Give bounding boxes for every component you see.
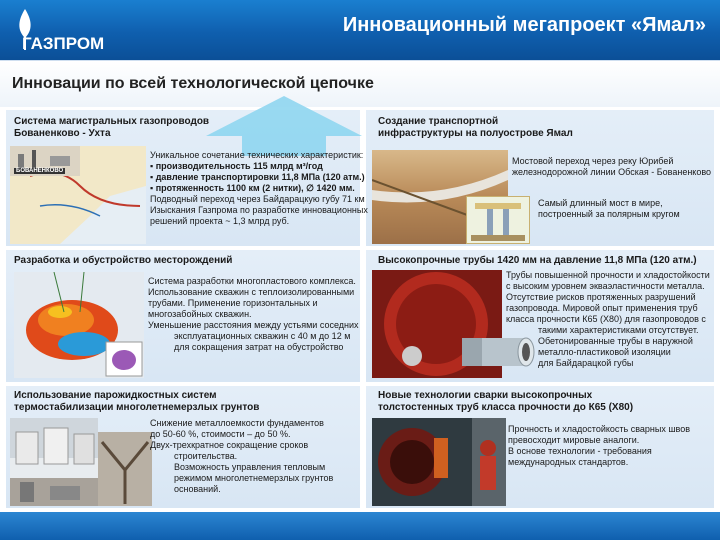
transport-title: Создание транспортной инфраструктуры на полуострове Ямал [378, 116, 573, 139]
fields-title: Разработка и обустройство месторождений [14, 255, 233, 266]
fields-text: Система разработки многопластового комплекса. Использование скважин с теплоизолированными трубами. Применение горизонтальных и многозабойных скважин. Уменьшение расстояния между устьями соседних эксплуатационных скважин с 40 м до 12 м для сокращения затрат на обустройство [148, 276, 359, 352]
tanks-photo [10, 418, 98, 478]
pipeline-map-image [10, 146, 146, 244]
gazprom-logo [8, 6, 128, 56]
construction-photo [10, 478, 98, 506]
slide-title: Инновационный мегапроект «Ямал» [342, 14, 706, 36]
welder-photo [472, 418, 506, 506]
pipes-text: Трубы повышенной прочности и хладостойкости с высоким уровнем экваэластичности металла. Отсутствие рисков протяженных разрушений газопровода. Мировой опыт применения труб класса прочности К65 (Х80) для газопроводов с такими характеристиками отсутствует. Обетонированные трубы в наружной металло-пластиковой изоляции для Байдарацкой губы [506, 270, 710, 368]
welding-text: Прочность и хладостойкость сварных швов превосходит мировые аналоги. В основе технологии - требования международных стандартов. [508, 424, 691, 467]
pipelines-title: Система магистральных газопроводов Бованенково - Ухта [14, 116, 210, 139]
thermo-text: Снижение металлоемкости фундаментов до 50-60 %, стоимости – до 50 %. Двух-трехкратное сокращение сроков строительства. Возможность управления тепловым режимом многолетнемерзлых грунтов оснований. [150, 418, 334, 494]
subheader-title: Инновации по всей технологической цепочке [12, 75, 374, 92]
thermo-stabilizer-photo [98, 432, 152, 506]
bridge-scheme-image [466, 196, 530, 244]
arrow-up-icon [206, 96, 362, 156]
transport-caption-1: Мостовой переход через реку Юрибей железнодорожной линии Обская - Бованенково [512, 156, 712, 177]
header-bar [0, 0, 720, 60]
footer-bar [0, 512, 720, 540]
reservoir-model-image [14, 272, 144, 378]
pipelines-text: Уникальное сочетание технических характеристик: ▪ производительность 115 млрд м³/год ▪ давление транспортировки 11,8 МПа (120 атм.) ▪ протяженность 1100 км (2 нитки), ∅ 1420 мм. Подводный переход через Байдарацкую губу 71 км Изыскания Газпрома по разработке инновационных решений проекта ~ 1,3 млрд руб. [150, 150, 368, 226]
transport-caption-2: Самый длинный мост в мире, построенный за полярным кругом [538, 198, 680, 219]
welding-photo [372, 418, 472, 506]
pipes-title: Высокопрочные трубы 1420 мм на давление 11,8 МПа (120 атм.) [378, 255, 697, 266]
map-label-bovanenkovo: БОВАНЕНКОВО [16, 168, 64, 174]
logo-text: ГАЗПРОМ [22, 34, 105, 53]
welding-title: Новые технологии сварки высокопрочных толстостенных труб класса прочности до К65 (Х80) [378, 390, 634, 413]
thermo-title: Использование парожидкостных систем термостабилизации многолетнемерзлых грунтов [14, 390, 260, 413]
